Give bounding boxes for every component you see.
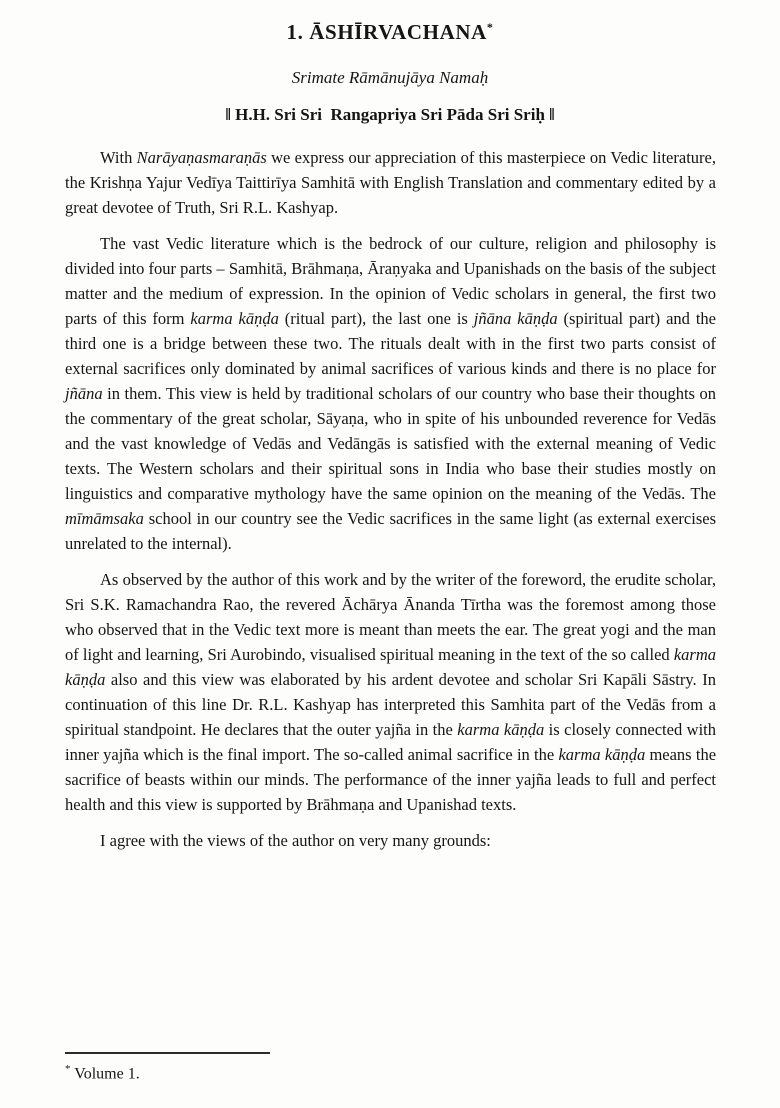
paragraph-2: The vast Vedic literature which is the bedrock of our culture, religion and philosophy is divided into four parts – Samhitā, Brāhmaṇa, Āraṇyaka and Upanishads on the basis of the subject matter and the medium of expression. In the opinion of Vedic scholars in general, the first two parts of this form karma kāṇḍa (ritual part), the last one is jñāna kāṇḍa (spiritual part) and the third one is a bridge between these two. The rituals dealt with in the first two parts consist of external sacrifices only dominated by animal sacrifices of various kinds and there is no place for jñāna in them. This view is held by traditional scholars of our country who base their thoughts on the commentary of the great scholar, Sāyaṇa, who in spite of his unbounded reverence for Vedās and the vast knowledge of Vedās and Vedāngās is satisfied with the external meaning of Vedic texts. The Western scholars and their spiritual sons in India who base their studies mostly on linguistics and comparative mythology have the same opinion on the meaning of the Vedās. The mīmāmsaka school in our country see the Vedic sacrifices in the same light (as external exercises unrelated to the internal). [65,234,716,553]
footnote-divider [65,1052,270,1054]
chapter-title-text: 1. ĀSHĪRVACHANA [286,20,487,44]
body-text [65,145,716,853]
invocation-line: Srimate Rāmānujāya Namaḥ [291,68,489,87]
title-footnote-marker-icon: * [486,20,494,34]
footnote-text: Volume 1. [74,1065,140,1083]
footnote [65,1059,270,1084]
footnote-marker-icon: * [65,1063,71,1075]
paragraph-4: I agree with the views of the author on very many grounds: [100,831,491,850]
salutation-line: ‖ H.H. Sri Sri Rangapriya Sri Pāda Sri Sriḥ ‖ [225,105,555,124]
chapter-title [0,0,780,45]
footnote-area [65,1052,270,1084]
paragraph-1: With Narāyaṇasmaraṇās we express our appreciation of this masterpiece on Vedic literature, the Krishṇa Yajur Vedīya Taittirīya Samhitā with English Translation and commentary edited by a great devotee of Truth, Sri R.L. Kashyap. [65,148,716,217]
paragraph-3: As observed by the author of this work and by the writer of the foreword, the erudite scholar, Sri S.K. Ramachandra Rao, the revered Āchārya Ānanda Tīrtha was the foremost among those who observed that in the Vedic text more is meant than meets the ear. The great yogi and the man of light and learning, Sri Aurobindo, visualised spiritual meaning in the text of the so called karma kāṇḍa also and this view was elaborated by his ardent devotee and scholar Sri Kapāli Sāstry. In continuation of this line Dr. R.L. Kashyap has interpreted this Samhita part of the Vedās from a spiritual standpoint. He declares that the outer yajña in the karma kāṇḍa is closely connected with inner yajña which is the final import. The so-called animal sacrifice in the karma kāṇḍa means the sacrifice of beasts within our minds. The performance of the inner yajña leads to full and perfect health and this view is supported by Brāhmaṇa and Upanishad texts. [65,570,717,814]
